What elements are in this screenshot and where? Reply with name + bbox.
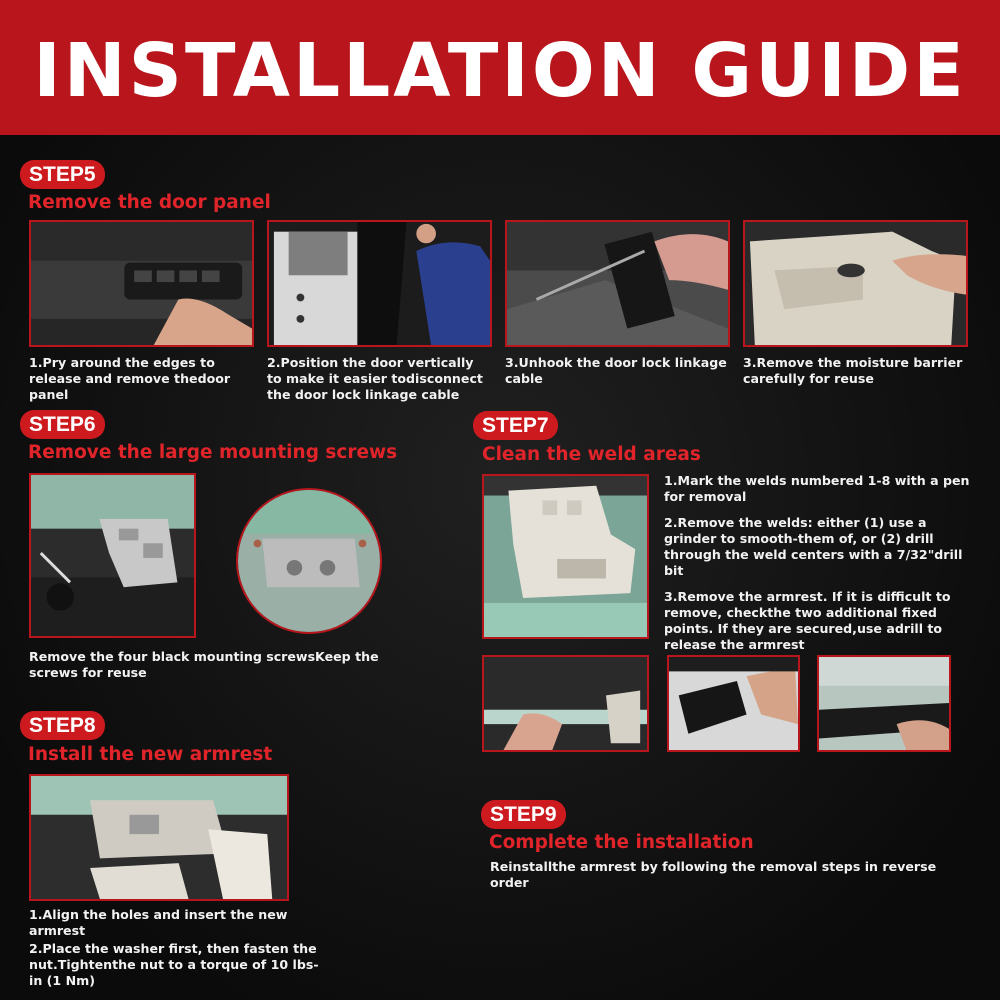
step5-caption-3: 3.Unhook the door lock linkage cable [505, 355, 727, 386]
step7-photo-grinder [482, 655, 649, 752]
step5-photo-moisture-barrier [743, 220, 968, 347]
page-title: INSTALLATION GUIDE [33, 28, 967, 114]
step7-item-1: 1.Mark the welds numbered 1-8 with a pen for removal [664, 473, 970, 504]
step8-item-1: 1.Align the holes and insert the new armrest [29, 907, 288, 938]
step5-caption-1: 1.Pry around the edges to release and remove thedoor panel [29, 355, 231, 402]
step6-caption: Remove the four black mounting screwsKeep the screws for reuse [29, 649, 379, 680]
step9-caption: Reinstallthe armrest by following the removal steps in reverse order [490, 859, 937, 890]
step9-title: Complete the installation [489, 832, 754, 853]
step7-title: Clean the weld areas [482, 444, 701, 465]
step5-caption-2: 2.Position the door vertically to make it easier todisconnect the door lock linkage cable [267, 355, 483, 402]
step7-photo-drill [667, 655, 800, 752]
step5-badge: STEP5 [20, 160, 105, 189]
header-banner [0, 0, 1000, 135]
step7-instructions [664, 473, 974, 663]
step8-instructions [29, 907, 329, 991]
step7-item-3: 3.Remove the armrest. If it is difficult to remove, checkthe two additional fixed points. If they are secured,use adrill to release the armrest [664, 589, 951, 652]
step6-photo-mounting-screws [29, 473, 196, 638]
step6-photo-closeup [236, 488, 382, 634]
step9-badge: STEP9 [481, 800, 566, 829]
step7-badge: STEP7 [473, 411, 558, 440]
step5-title: Remove the door panel [28, 192, 271, 213]
step5-caption-4: 3.Remove the moisture barrier carefully for reuse [743, 355, 963, 386]
step8-badge: STEP8 [20, 711, 105, 740]
step6-title: Remove the large mounting screws [28, 442, 398, 463]
step7-item-2: 2.Remove the welds: either (1) use a grinder to smooth-them of, or (2) drill through the weld centers with a 7/32"drill bit [664, 515, 963, 578]
step8-photo-new-armrest [29, 774, 289, 901]
step8-item-2: 2.Place the washer first, then fasten the nut.Tightenthe nut to a torque of 10 lbs-in (1 Nm) [29, 941, 319, 988]
step7-photo-welds [482, 474, 649, 639]
step5-photo-lock-cable [505, 220, 730, 347]
step6-badge: STEP6 [20, 410, 105, 439]
step5-photo-door-vertical [267, 220, 492, 347]
step7-photo-release-armrest [817, 655, 951, 752]
step5-photo-door-panel [29, 220, 254, 347]
step8-title: Install the new armrest [28, 744, 273, 765]
